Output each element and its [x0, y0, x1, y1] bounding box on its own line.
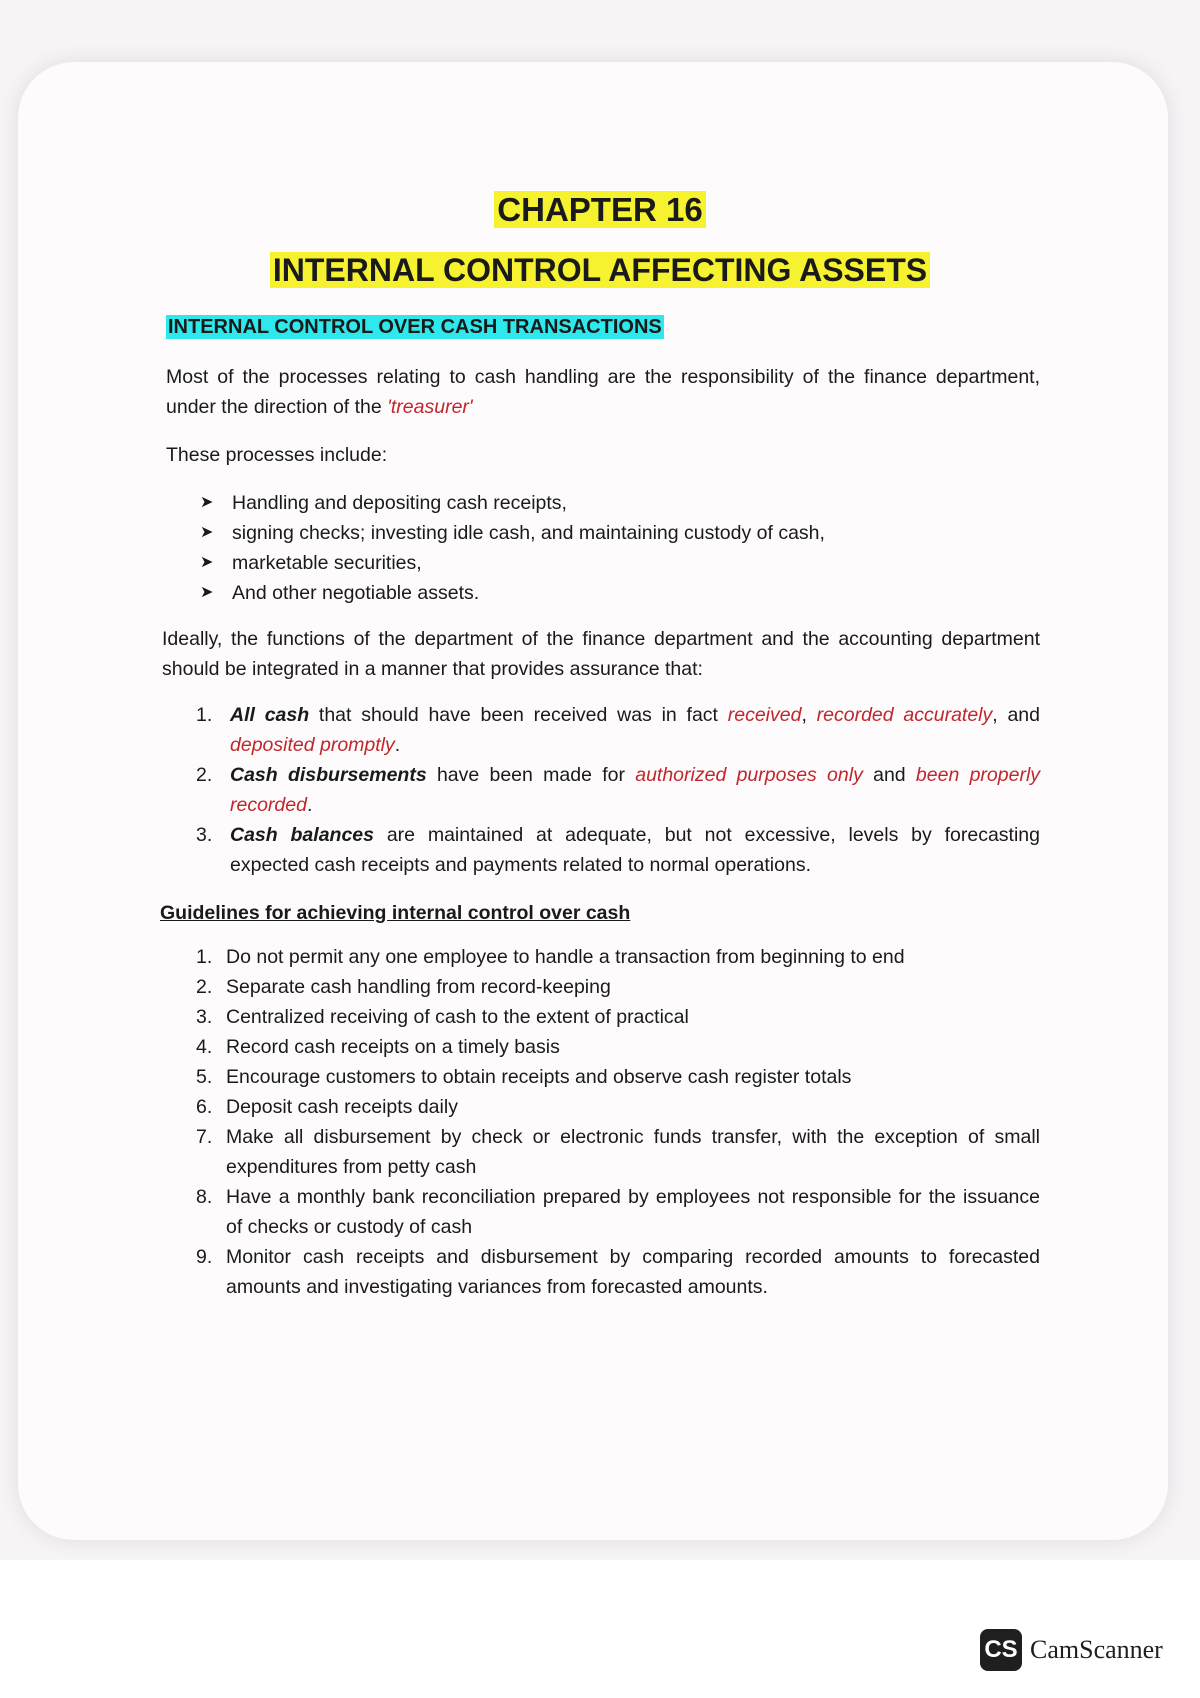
list-item: 4. Record cash receipts on a timely basis: [196, 1036, 560, 1058]
list-item: 6. Deposit cash receipts daily: [196, 1096, 458, 1118]
arrow-bullet-icon: ➤: [200, 524, 214, 541]
list-item: 3. Centralized receiving of cash to the extent of practical: [196, 1006, 689, 1028]
list-item: 8. Have a monthly bank reconciliation prepared by employees not responsible for the issuance of checks or custody of cash: [196, 1186, 1040, 1238]
intro-text: Most of the processes relating to cash handling are the responsibility of the finance department, under the direction of the: [166, 366, 1040, 418]
arrow-bullet-icon: ➤: [200, 554, 214, 571]
intro-paragraph: [166, 362, 1040, 422]
section-heading-text: INTERNAL CONTROL OVER CASH TRANSACTIONS: [168, 316, 662, 338]
arrow-bullet-icon: ➤: [200, 584, 214, 601]
processes-intro: These processes include:: [166, 444, 388, 466]
list-item: 7. Make all disbursement by check or electronic funds transfer, with the exception of small expenditures from petty cash: [196, 1126, 1040, 1178]
list-item: 2. Cash disbursements have been made for authorized purposes only and been properly recorded.: [196, 764, 1041, 816]
camscanner-watermark: [980, 1628, 1163, 1672]
list-item: 1. All cash that should have been received was in fact received, recorded accurately, and deposited promptly.: [196, 704, 1040, 756]
camscanner-brand: CamScanner: [1030, 1635, 1163, 1664]
guidelines-heading: Guidelines for achieving internal control over cash: [160, 902, 631, 924]
section-heading: [166, 312, 1040, 342]
treasurer-emphasis: 'treasurer': [387, 396, 473, 418]
integration-paragraph: Ideally, the functions of the department of the finance department and the accounting department should be integrated in a manner that provides assurance that:: [162, 628, 1040, 680]
list-item: 9. Monitor cash receipts and disbursement by comparing recorded amounts to forecasted amounts and investigating variances from forecasted amounts.: [196, 1246, 1040, 1298]
list-item: 5. Encourage customers to obtain receipts and observe cash register totals: [196, 1066, 852, 1088]
chapter-heading: [160, 190, 1040, 230]
list-item: 2. Separate cash handling from record-keeping: [196, 976, 611, 998]
list-item: ➤ And other negotiable assets.: [200, 578, 1040, 608]
document-content: [160, 190, 1040, 1302]
chapter-number: CHAPTER 16: [494, 191, 705, 228]
list-item: 3. Cash balances are maintained at adequate, but not excessive, levels by forecasting expected cash receipts and payments related to normal operations.: [196, 824, 1040, 876]
arrow-bullet-icon: ➤: [200, 494, 214, 511]
list-item: 1. Do not permit any one employee to handle a transaction from beginning to end: [196, 946, 905, 968]
process-list: [160, 488, 1040, 608]
guidelines-list: [160, 942, 1040, 1302]
list-item: ➤ marketable securities,: [200, 548, 1040, 578]
list-item: ➤ signing checks; investing idle cash, and maintaining custody of cash,: [200, 518, 1040, 548]
assurance-list: [160, 700, 1040, 880]
chapter-title-text: INTERNAL CONTROL AFFECTING ASSETS: [270, 252, 930, 288]
camscanner-logo-icon: CS: [980, 1629, 1022, 1671]
chapter-title: [160, 250, 1040, 290]
list-item: ➤ Handling and depositing cash receipts,: [200, 488, 1040, 518]
